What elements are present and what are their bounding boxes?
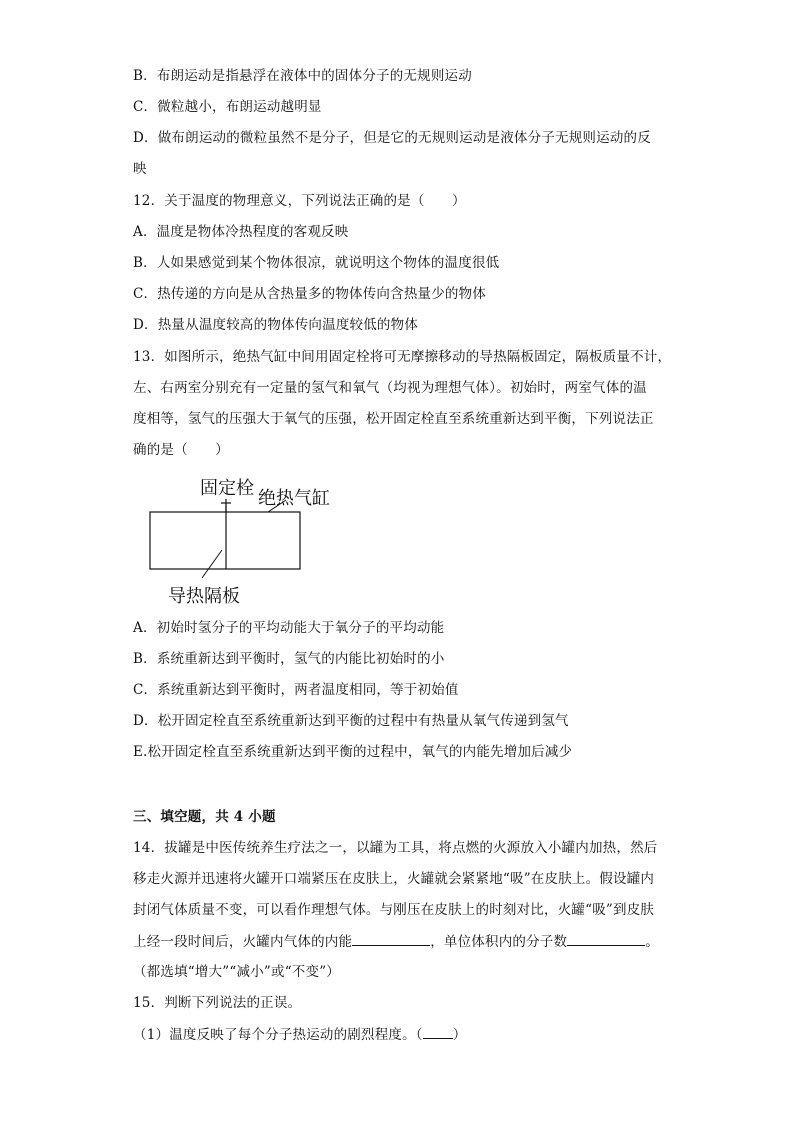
q13-stem-line4: 确的是（ ）	[133, 442, 229, 458]
label-insulated-cylinder: 绝热气缸	[258, 488, 330, 509]
q14-line2: 移走火源并迅速将火罐开口端紧压在皮肤上，火罐就会紧紧地“吸”在皮肤上。假设罐内	[133, 871, 655, 887]
label-fixed-pin: 固定栓	[200, 478, 254, 499]
q13-option-d: D．松开固定栓直至系统重新达到平衡的过程中有热量从氧气传递到氢气	[133, 713, 569, 729]
q12-option-b: B．人如果感觉到某个物体很凉，就说明这个物体的温度很低	[133, 255, 500, 271]
q13-stem-line3: 度相等，氢气的压强大于氧气的压强，松开固定栓直至系统重新达到平衡，下列说法正	[133, 411, 654, 427]
q14-line4-part1: 上经一段时间后，火罐内气体的内能	[133, 934, 353, 950]
q13-stem-line2: 左、右两室分别充有一定量的氢气和氧气（均视为理想气体）。初始时，两室气体的温	[133, 380, 647, 396]
q14-line4-part2: ，单位体积内的分子数	[430, 934, 568, 950]
cylinder-diagram	[140, 470, 380, 610]
q12-option-c: C．热传递的方向是从含热量多的物体传向含热量少的物体	[133, 286, 487, 302]
q15-stem: 15．判断下列说法的正误。	[133, 995, 302, 1011]
q14-line5: （都选填“增大”“减小”或“不变”）	[133, 964, 341, 980]
q15-item1-close: ）	[452, 1027, 467, 1043]
q11-option-b: B．布朗运动是指悬浮在液体中的固体分子的无规则运动	[133, 68, 472, 84]
q15-item1-text: （1）温度反映了每个分子热运动的剧烈程度。（	[133, 1027, 423, 1043]
q11-option-d-line2: 映	[133, 161, 147, 177]
answer-blank-q15-1[interactable]	[423, 1024, 453, 1039]
q12-option-a: A．温度是物体冷热程度的客观反映	[133, 224, 349, 240]
label-conductive-partition: 导热隔板	[168, 586, 240, 607]
q13-stem-line1: 13．如图所示，绝热气缸中间用固定栓将可无摩擦移动的导热隔板固定，隔板质量不计，	[133, 349, 672, 365]
section-title: 三、填空题，共 4 小题	[133, 809, 276, 825]
answer-blank-molecule-density[interactable]	[567, 931, 645, 946]
partition-leader-line	[202, 550, 222, 578]
q13-option-c: C．系统重新达到平衡时，两者温度相同，等于初始值	[133, 682, 459, 698]
cylinder-body	[150, 512, 300, 569]
q14-line4	[133, 931, 673, 952]
q11-option-c: C．微粒越小，布朗运动越明显	[133, 99, 322, 115]
q11-option-d-line1: D．做布朗运动的微粒虽然不是分子，但是它的无规则运动是液体分子无规则运动的反	[133, 130, 651, 146]
answer-blank-internal-energy[interactable]	[352, 931, 430, 946]
q13-option-b: B．系统重新达到平衡时，氢气的内能比初始时的小	[133, 651, 445, 667]
q13-option-e: E.松开固定栓直至系统重新达到平衡的过程中，氧气的内能先增加后减少	[133, 744, 573, 760]
q14-line1: 14．拔罐是中医传统养生疗法之一，以罐为工具，将点燃的火源放入小罐内加热，然后	[133, 840, 658, 856]
q12-option-d: D．热量从温度较高的物体传向温度较低的物体	[133, 317, 419, 333]
q12-stem: 12．关于温度的物理意义，下列说法正确的是（ ）	[133, 193, 466, 209]
q14-line4-part3: 。	[645, 934, 659, 950]
q13-option-a: A．初始时氢分子的平均动能大于氧分子的平均动能	[133, 620, 445, 636]
q15-item1	[133, 1024, 673, 1045]
q14-line3: 封闭气体质量不变，可以看作理想气体。与刚压在皮肤上的时刻对比，火罐“吸”到皮肤	[133, 902, 655, 918]
